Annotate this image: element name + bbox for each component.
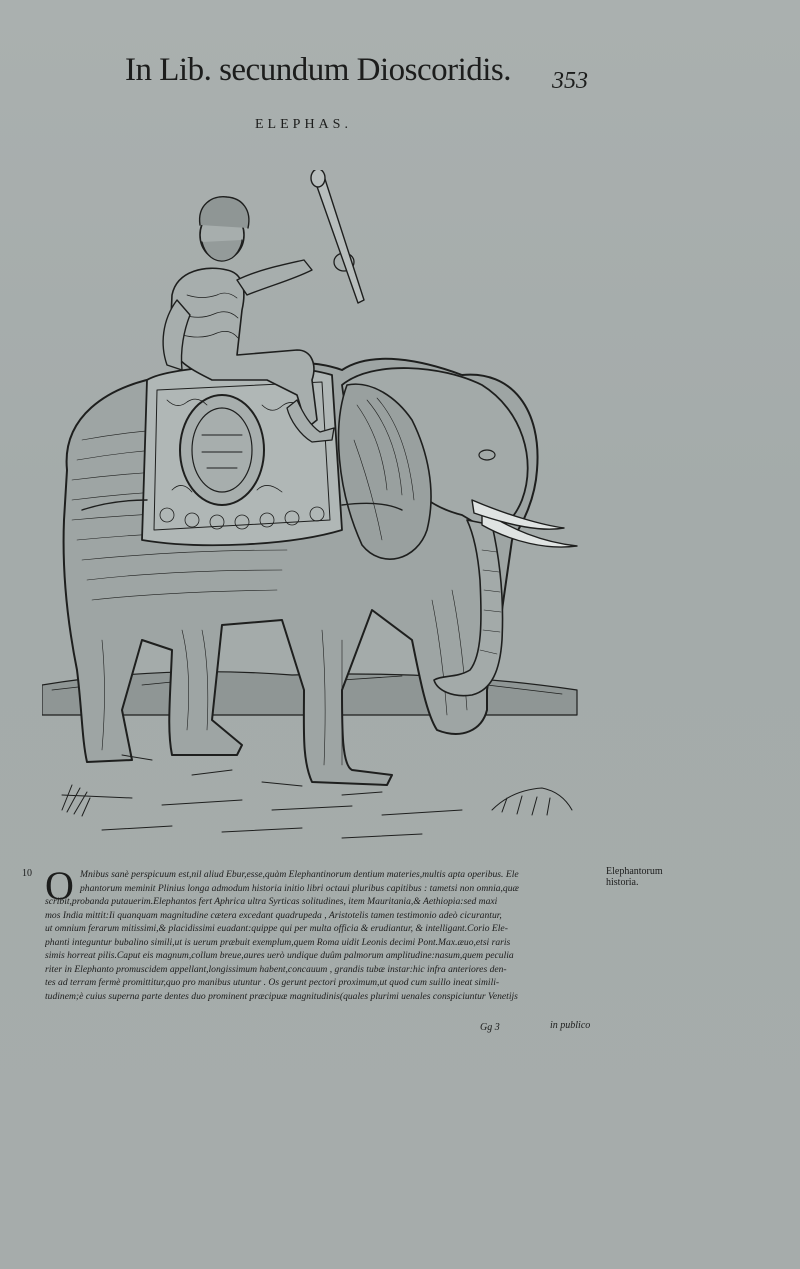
margin-note — [606, 866, 663, 888]
margin-note-line: historia. — [606, 877, 639, 888]
text-line: phantorum meminit Plinius longa admodum historia initio libri octaui pluribus capitibus : tametsi non omnia,quæ — [80, 882, 519, 894]
signature-mark: Gg 3 — [480, 1022, 500, 1033]
text-line: scribit,probanda putauerim.Elephantos fert Aphrica ultra Syrticas solitudines, item Mauritania,& Aethiopia:sed maxi — [45, 896, 498, 907]
text-line: ut omnium ferarum mitissimi,& placidissimi euadant:quippe qui per multa officia & erudiantur, & intelligant.Corio Ele- — [45, 923, 508, 934]
text-line: simis horreat pilis.Caput eis magnum,collum breue,aures uerò undique duûm palmorum amplitudine:nasum,quem peculia — [45, 950, 514, 961]
text-line: riter in Elephanto promuscidem appellant,longissimum habent,concauum , grandis tubæ instar:hic infra anteriores den- — [45, 963, 507, 975]
section-title: ELEPHAS. — [255, 117, 352, 132]
page-number: 353 — [552, 68, 588, 94]
text-line: Mnibus sanè perspicuum est,nil aliud Ebur,esse,quàm Elephantinorum dentium materies,multis apta operibus. Ele — [80, 869, 519, 880]
body-text — [45, 863, 597, 1003]
text-line: tes ad terram fermè promittitur,quo pro manibus utuntur . Os gerunt pectori proximum,ut quod cum suillo ineat simili- — [45, 977, 500, 988]
text-line: phanti integuntur bubalino simili,ut is uerum præbuit exemplum,quem Roma uidit Leonis decimi Pont.Max.æuo,etsi raris — [45, 936, 511, 948]
catchword: in publico — [550, 1020, 591, 1031]
drop-cap: O — [45, 863, 74, 908]
running-head: In Lib. secundum Dioscoridis. — [125, 52, 512, 88]
line-number: 10 — [22, 868, 32, 879]
text-line: mos India mittit:Ii quanquam magnitudine cætera excedant quadrupeda , Aristotelis tamen testimonio adeò cicurantur, — [45, 909, 502, 921]
text-line: tudinem;è cuius superna parte dentes duo prominent præcipuæ magnitudinis(quales plurimi uenales conspiciuntur Venetijs — [45, 990, 518, 1002]
elephant-with-rider-woodcut-icon — [42, 170, 582, 860]
margin-note-line: Elephantorum — [606, 866, 663, 877]
